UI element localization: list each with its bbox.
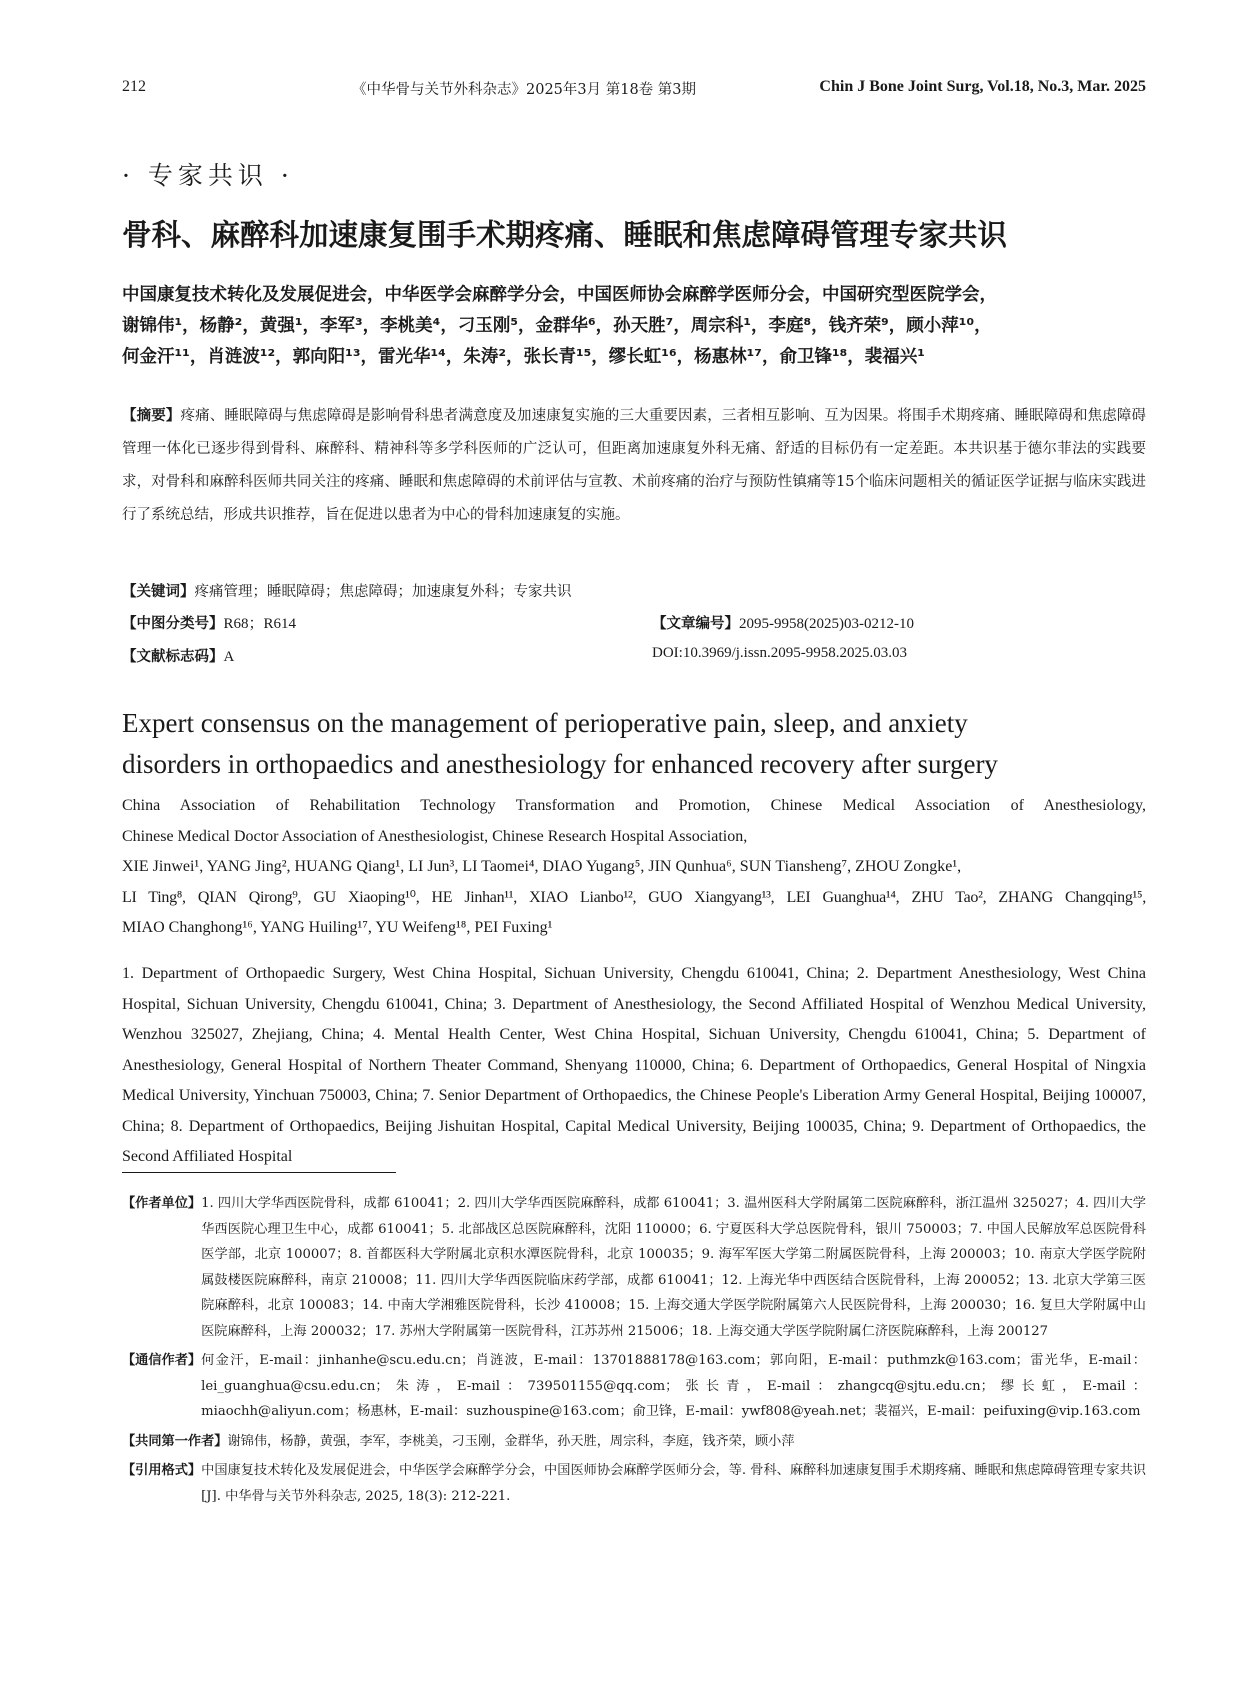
footnote-label: 【共同第一作者】 xyxy=(122,1433,228,1449)
english-org-line: China Association of Rehabilitation Technology Transformation and Promotion, Chinese Medical Association of Anesthesiology, xyxy=(122,797,1146,814)
footnote-citation xyxy=(122,1458,1146,1509)
footnote-text: 1. 四川大学华西医院骨科，成都 610041；2. 四川大学华西医院麻醉科，成都 610041；3. 温州医科大学附属第二医院麻醉科，浙江温州 325027；4. 四川大学华西医院心理卫生中心，成都 610041；5. 北部战区总医院麻醉科，沈阳 110000；6. 宁夏医科大学总医院骨科，银川 750003；7. 中国人民解放军总医院骨科医学部，北京 100007；8. 首都医科大学附属北京积水潭医院骨科，北京 100035；9. 海军军医大学第二附属医院骨科，上海 200003；10. 南京大学医学院附属鼓楼医院麻醉科，南京 210008；11. 四川大学华西医院临床药学部，成都 610041；12. 上海光华中西医结合医院骨科，上海 200052；13. 北京大学第三医院麻醉科，北京 100083；14. 中南大学湘雅医院骨科，长沙 410008；15. 上海交通大学医学院附属第六人民医院骨科，上海 200030；16. 复旦大学附属中山医院麻醉科，上海 200032；17. 苏州大学附属第一医院骨科，江苏苏州 215006；18. 上海交通大学医学院附属仁济医院麻醉科，上海 200127 xyxy=(201,1196,1146,1339)
english-author-line: MIAO Changhong¹⁶, YANG Huiling¹⁷, YU Weifeng¹⁸, PEI Fuxing¹ xyxy=(122,919,553,936)
document-code-value: A xyxy=(223,649,235,665)
english-author-line: LI Ting⁸, QIAN Qirong⁹, GU Xiaoping¹⁰, HE Jinhan¹¹, XIAO Lianbo¹², GUO Xiangyang¹³, LEI Guanghua¹⁴, ZHU Tao², ZHANG Changqing¹⁵, xyxy=(122,888,1146,906)
journal-name-en: Chin J Bone Joint Surg, Vol.18, No.3, Mar. 2025 xyxy=(819,78,1146,95)
keywords-text: 疼痛管理；睡眠障碍；焦虑障碍；加速康复外科；专家共识 xyxy=(194,584,572,600)
article-number-value: 2095-9958(2025)03-0212-10 xyxy=(739,616,914,632)
running-head xyxy=(122,78,1146,102)
page-number: 212 xyxy=(122,78,146,95)
footnote-label: 【通信作者】 xyxy=(122,1353,202,1368)
doi[interactable]: DOI:10.3969/j.issn.2095-9958.2025.03.03 xyxy=(652,645,907,661)
article-number xyxy=(652,612,914,633)
footnote-text: 中国康复技术转化及发展促进会，中华医学会麻醉学分会，中国医师协会麻醉学医师分会，等. 骨科、麻醉科加速康复围手术期疼痛、睡眠和焦虑障碍管理专家共识[J]. 中华骨与关节外科杂志, 2025, 18(3): 212-221. xyxy=(201,1463,1146,1504)
english-title-line: Expert consensus on the management of perioperative pain, sleep, and anxiety xyxy=(122,708,968,738)
english-org-line: Chinese Medical Doctor Association of Anesthesiologist, Chinese Research Hospital Association, xyxy=(122,827,748,845)
footnote-text: 何金汗，E-mail：jinhanhe@scu.edu.cn；肖涟波，E-mail：13701888178@163.com；郭向阳，E-mail：puthmzk@163.com；雷光华，E-mail：lei_guanghua@csu.edu.cn；朱涛，E-mail：739501155@qq.com；张长青，E-mail：zhangcq@sjtu.edu.cn；缪长虹，E-mail：miaochh@aliyun.com；杨惠林，E-mail：suzhouspine@163.com；俞卫锋，E-mail：ywf808@yeah.net；裴福兴，E-mail：peifuxing@vip.163.com xyxy=(201,1353,1146,1419)
english-authors xyxy=(122,791,1146,944)
article-title: 骨科、麻醉科加速康复围手术期疼痛、睡眠和焦虑障碍管理专家共识 xyxy=(122,218,1008,252)
clc-value: R68；R614 xyxy=(223,616,297,632)
footnote-text: 谢锦伟，杨静，黄强，李军，李桃美，刁玉刚，金群华，孙天胜，周宗科，李庭，钱齐荣，顾小萍 xyxy=(227,1433,795,1449)
article-number-label: 【文章编号】 xyxy=(652,616,739,632)
document-code-label: 【文献标志码】 xyxy=(122,649,224,665)
document-code xyxy=(122,645,234,666)
keywords-label: 【关键词】 xyxy=(122,584,195,600)
author-line: 中国康复技术转化及发展促进会，中华医学会麻醉学分会，中国医师协会麻醉学医师分会，中国研究型医院学会， xyxy=(122,285,997,305)
footnote-affiliations xyxy=(122,1191,1146,1344)
abstract xyxy=(122,400,1146,532)
section-label: · 专家共识 · xyxy=(122,161,294,190)
keywords xyxy=(122,580,572,601)
author-line: 何金汗¹¹，肖涟波¹²，郭向阳¹³，雷光华¹⁴，朱涛²，张长青¹⁵，缪长虹¹⁶，杨惠林¹⁷，俞卫锋¹⁸，裴福兴¹ xyxy=(122,347,925,367)
english-author-line: XIE Jinwei¹, YANG Jing², HUANG Qiang¹, LI Jun³, LI Taomei⁴, DIAO Yugang⁵, JIN Qunhua⁶, SUN Tiansheng⁷, ZHOU Zongke¹, xyxy=(122,858,962,875)
author-list-cn xyxy=(122,280,1146,373)
author-line: 谢锦伟¹，杨静²，黄强¹，李军³，李桃美⁴，刁玉刚⁵，金群华⁶，孙天胜⁷，周宗科¹，李庭⁸，钱齐荣⁹，顾小萍¹⁰， xyxy=(122,316,992,336)
footnote-label: 【引用格式】 xyxy=(122,1463,202,1478)
footnote-cofirst xyxy=(122,1429,1146,1455)
abstract-text: 疼痛、睡眠障碍与焦虑障碍是影响骨科患者满意度及加速康复实施的三大重要因素，三者相互影响、互为因果。将围手术期疼痛、睡眠障碍和焦虑障碍管理一体化已逐步得到骨科、麻醉科、精神科等多学科医师的广泛认可，但距离加速康复外科无痛、舒适的目标仍有一定差距。本共识基于德尔菲法的实践要求，对骨科和麻醉科医师共同关注的疼痛、睡眠和焦虑障碍的术前评估与宣教、术前疼痛的治疗与预防性镇痛等15个临床问题相关的循证医学证据与临床实践进行了系统总结，形成共识推荐，旨在促进以患者为中心的骨科加速康复的实施。 xyxy=(122,408,1147,523)
footnote-corresponding xyxy=(122,1348,1146,1425)
abstract-label: 【摘要】 xyxy=(122,408,181,424)
journal-name-cn: 《中华骨与关节外科杂志》2025年3月 第18卷 第3期 xyxy=(352,82,697,98)
footnote-divider xyxy=(122,1172,396,1173)
footnotes xyxy=(122,1191,1146,1513)
clc-number xyxy=(122,612,296,633)
english-title xyxy=(122,703,1146,785)
clc-label: 【中图分类号】 xyxy=(122,616,224,632)
english-affiliations: 1. Department of Orthopaedic Surgery, West China Hospital, Sichuan University, Chengdu 610041, China; 2. Department Anesthesiology, West China Hospital, Sichuan University, Chengdu 610041, China; 3. Department of Anesthesiology, the Second Affiliated Hospital of Wenzhou Medical University, Wenzhou 325027, Zhejiang, China; 4. Mental Health Center, West China Hospital, Sichuan University, Chengdu 610041, China; 5. Department of Anesthesiology, General Hospital of Northern Theater Command, Shenyang 110000, China; 6. Department of Orthopaedics, General Hospital of Ningxia Medical University, Yinchuan 750003, China; 7. Senior Department of Orthopaedics, the Chinese People's Liberation Army General Hospital, Beijing 100007, China; 8. Department of Orthopaedics, Beijing Jishuitan Hospital, Capital Medical University, Beijing 100035, China; 9. Department of Orthopaedics, the Second Affiliated Hospital xyxy=(122,965,1146,1165)
english-title-line: disorders in orthopaedics and anesthesiology for enhanced recovery after surgery xyxy=(122,749,998,779)
footnote-label: 【作者单位】 xyxy=(122,1196,202,1211)
